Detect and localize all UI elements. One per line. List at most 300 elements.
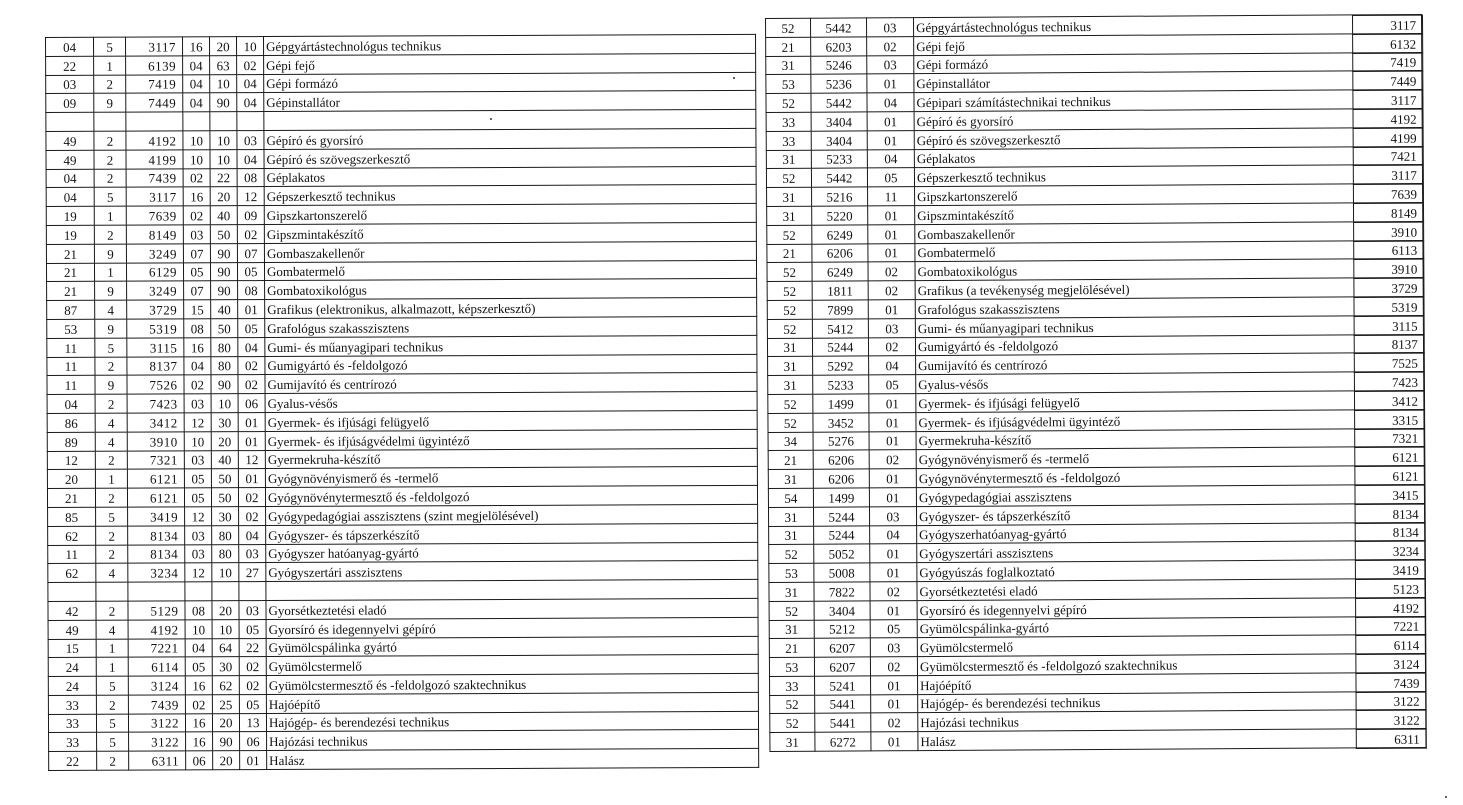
- occupation-name-cell: Gyorsétkeztetési eladó: [266, 598, 758, 619]
- sequence-code-cell: 01: [868, 243, 915, 262]
- sequence-code-cell: 01: [869, 469, 916, 488]
- occupation-name-cell: Gyógyszertári asszisztens: [917, 541, 1425, 563]
- sequence-code-cell: 02: [868, 281, 915, 300]
- occupation-name-cell: Gyalus-vésős: [265, 392, 757, 413]
- occupation-name-cell: Hajóépítő: [266, 692, 758, 713]
- okj-part1-cell: 08: [184, 319, 211, 338]
- feor-code-cell: 3729: [127, 300, 184, 319]
- sequence-code-cell: 01: [871, 694, 918, 713]
- left-code-table: [45, 34, 759, 771]
- okj-part3-cell: 04: [237, 149, 264, 168]
- scan-speck: [490, 118, 492, 120]
- occupation-name-cell: Gépipari számítástechnikai technikus: [914, 90, 1422, 112]
- table-row: [1354, 278, 1424, 297]
- okj-part1-cell: 05: [184, 488, 211, 507]
- feor-code-cell: 7439: [126, 168, 183, 187]
- feor-code-cell: 6121: [1355, 466, 1425, 485]
- okj-part3-cell: [239, 582, 266, 601]
- okj-part1-cell: 03: [184, 450, 211, 469]
- sequence-code-cell: 02: [871, 713, 918, 732]
- occupation-name-cell: Gumijavító és centrírozó: [916, 353, 1424, 375]
- okj-part2-cell: 90: [210, 93, 237, 112]
- sequence-code-cell: 04: [868, 356, 915, 375]
- feor-code-cell: 7421: [1353, 147, 1423, 166]
- level-code-cell: 34: [768, 432, 813, 451]
- okj-part3-cell: [237, 112, 264, 131]
- okj-part2-cell: 20: [210, 187, 237, 206]
- okj-part1-cell: 15: [184, 300, 211, 319]
- okj-part3-cell: 02: [238, 488, 265, 507]
- level-code-cell: 31: [766, 150, 811, 169]
- feor-code-cell: 3729: [1354, 278, 1424, 297]
- feor-code-cell: 3412: [127, 413, 184, 432]
- level-code-cell: 52: [766, 18, 811, 37]
- level-code-cell: 31: [767, 187, 812, 206]
- table-row: [1354, 241, 1424, 260]
- feor-code-cell: 3117: [1353, 90, 1423, 109]
- okj-part1-cell: 16: [183, 37, 210, 56]
- okj-part2-cell: 20: [210, 37, 237, 56]
- level-code-cell: 1: [94, 263, 126, 282]
- level-code-cell: 5: [97, 733, 129, 752]
- level-code-cell: 33: [766, 131, 811, 150]
- feor-code-cell: 3910: [127, 432, 184, 451]
- okj-part2-cell: 80: [211, 356, 238, 375]
- table-row: [1356, 711, 1426, 730]
- group-code-cell: 49: [46, 131, 94, 150]
- level-code-cell: 21: [766, 37, 811, 56]
- table-row: [1355, 579, 1425, 598]
- okj-part1-cell: 12: [185, 563, 212, 582]
- occupation-name-cell: Gépgyártástechnológus technikus: [914, 14, 1422, 36]
- okj-part3-cell: 04: [239, 525, 266, 544]
- branch-code-cell: 5233: [811, 149, 867, 168]
- occupation-name-cell: Gyógyszertári asszisztens: [266, 561, 758, 582]
- feor-code-cell: 6139: [126, 56, 183, 75]
- sequence-code-cell: 01: [871, 732, 918, 751]
- occupation-name-cell: Gyermek- és ifjúsági felügyelő: [916, 390, 1424, 412]
- branch-code-cell: 5442: [811, 168, 867, 187]
- occupation-name-cell: Hajózási technikus: [267, 730, 759, 751]
- okj-part3-cell: 05: [239, 694, 266, 713]
- table-row: [1355, 429, 1425, 448]
- feor-code-cell: 8137: [1354, 335, 1424, 354]
- okj-part1-cell: 08: [185, 601, 212, 620]
- occupation-name-cell: Gépszerkesztő technikus: [914, 165, 1422, 187]
- okj-part2-cell: 30: [212, 507, 239, 526]
- okj-part3-cell: 02: [238, 356, 265, 375]
- okj-part1-cell: 16: [185, 713, 212, 732]
- group-code-cell: 11: [47, 376, 95, 395]
- level-code-cell: 2: [94, 150, 126, 169]
- occupation-name-cell: Gyorsíró és idegennyelvi gépíró: [917, 597, 1425, 619]
- feor-code-cell: 6311: [129, 751, 186, 770]
- branch-code-cell: 5246: [811, 55, 867, 74]
- occupation-name-cell: Grafológus szakasszisztens: [915, 296, 1423, 318]
- feor-code-cell: 4199: [126, 150, 183, 169]
- feor-code-cell: 6114: [128, 657, 185, 676]
- occupation-name-cell: Gipszmintakészítő: [915, 202, 1423, 224]
- branch-code-cell: 6206: [812, 243, 868, 262]
- feor-code-cell: 3415: [1355, 485, 1425, 504]
- okj-part2-cell: 20: [213, 751, 240, 770]
- group-code-cell: 62: [48, 526, 96, 545]
- group-code-cell: 33: [48, 695, 96, 714]
- okj-part1-cell: 02: [183, 168, 210, 187]
- feor-code-cell: 7449: [1353, 72, 1423, 91]
- feor-code-cell: 3234: [1355, 541, 1425, 560]
- okj-part3-cell: 01: [238, 431, 265, 450]
- occupation-name-cell: Géplakatos: [264, 166, 756, 187]
- table-row: [1354, 335, 1424, 354]
- okj-part1-cell: 04: [183, 93, 210, 112]
- okj-part1-cell: 07: [184, 281, 211, 300]
- occupation-name-cell: Gépíró és gyorsíró: [264, 128, 756, 149]
- branch-code-cell: 3404: [811, 131, 867, 150]
- sequence-code-cell: 03: [867, 55, 914, 74]
- occupation-name-cell: Gipszmintakészítő: [264, 222, 756, 243]
- occupation-name-cell: Gyümölcspálinka-gyártó: [917, 616, 1425, 638]
- level-code-cell: [96, 582, 128, 601]
- okj-part2-cell: 50: [211, 488, 238, 507]
- okj-part2-cell: 25: [212, 695, 239, 714]
- level-code-cell: 52: [768, 413, 813, 432]
- branch-code-cell: 5244: [813, 525, 869, 544]
- table-row: [1353, 90, 1423, 109]
- branch-code-cell: 5244: [813, 507, 869, 526]
- okj-part2-cell: 22: [210, 168, 237, 187]
- okj-part3-cell: 02: [239, 506, 266, 525]
- level-code-cell: 31: [770, 732, 815, 751]
- occupation-name-cell: Gumijavító és centrírozó: [265, 373, 757, 394]
- branch-code-cell: 5241: [814, 676, 870, 695]
- feor-code-cell: 3122: [128, 714, 185, 733]
- occupation-name-cell: Gyermekruha-készítő: [265, 448, 757, 469]
- group-code-cell: 11: [47, 338, 95, 357]
- okj-part1-cell: 03: [185, 525, 212, 544]
- occupation-name-cell: Gyalus-vésős: [916, 372, 1424, 394]
- okj-part3-cell: 13: [239, 713, 266, 732]
- group-code-cell: 87: [47, 300, 95, 319]
- level-code-cell: 31: [767, 338, 812, 357]
- group-code-cell: 19: [46, 206, 94, 225]
- occupation-name-cell: Gyógypedagógiai asszisztens (szint megjelölésével): [266, 504, 758, 525]
- feor-code-cell: 4199: [1353, 128, 1423, 147]
- okj-part3-cell: 04: [237, 93, 264, 112]
- level-code-cell: 4: [95, 432, 127, 451]
- okj-part3-cell: 27: [239, 563, 266, 582]
- feor-code-cell: 3412: [1354, 391, 1424, 410]
- okj-part1-cell: [183, 112, 210, 131]
- level-code-cell: 2: [94, 169, 126, 188]
- table-row: [1353, 147, 1423, 166]
- okj-part2-cell: 50: [211, 469, 238, 488]
- feor-code-cell: 3249: [126, 244, 183, 263]
- branch-code-cell: 5441: [815, 713, 871, 732]
- level-code-cell: 52: [767, 225, 812, 244]
- sequence-code-cell: 03: [866, 18, 913, 37]
- level-code-cell: 52: [767, 300, 812, 319]
- okj-part3-cell: 10: [237, 37, 264, 56]
- occupation-name-cell: Gépi fejő: [264, 53, 756, 74]
- occupation-name-cell: Gyógynövényismerő és -termelő: [916, 447, 1424, 469]
- table-row: [1355, 504, 1425, 523]
- level-code-cell: 2: [95, 451, 127, 470]
- sequence-code-cell: 02: [870, 581, 917, 600]
- level-code-cell: 2: [94, 75, 126, 94]
- okj-part2-cell: 64: [212, 638, 239, 657]
- level-code-cell: 1: [94, 56, 126, 75]
- level-code-cell: 21: [767, 244, 812, 263]
- group-code-cell: 21: [47, 488, 95, 507]
- feor-code-cell: 8134: [1355, 523, 1425, 542]
- sequence-code-cell: 05: [867, 168, 914, 187]
- scan-speck: [733, 77, 735, 79]
- okj-part3-cell: 03: [237, 131, 264, 150]
- feor-code-cell: 8149: [1353, 203, 1423, 222]
- okj-part2-cell: 63: [210, 55, 237, 74]
- okj-part1-cell: 04: [184, 356, 211, 375]
- okj-part2-cell: 80: [211, 337, 238, 356]
- table-row: [1354, 222, 1424, 241]
- occupation-name-cell: Gépgyártástechnológus technikus: [264, 34, 756, 55]
- okj-part2-cell: 40: [210, 206, 237, 225]
- sequence-code-cell: 02: [870, 657, 917, 676]
- feor-code-cell: 7423: [1354, 372, 1424, 391]
- table-row: [1355, 485, 1425, 504]
- okj-part1-cell: 04: [183, 56, 210, 75]
- branch-code-cell: 5008: [814, 563, 870, 582]
- level-code-cell: 52: [767, 263, 812, 282]
- branch-code-cell: 5220: [811, 206, 867, 225]
- occupation-name-cell: Hajózási technikus: [918, 710, 1426, 732]
- okj-part2-cell: 90: [211, 375, 238, 394]
- occupation-name-cell: Gépi formázó: [914, 52, 1422, 74]
- level-code-cell: 4: [96, 563, 128, 582]
- occupation-name-cell: Hajógép- és berendezési technikus: [266, 711, 758, 732]
- branch-code-cell: 6203: [810, 37, 866, 56]
- table-row: [1356, 729, 1426, 748]
- level-code-cell: 52: [767, 281, 812, 300]
- branch-code-cell: 3404: [811, 112, 867, 131]
- group-code-cell: 42: [48, 601, 96, 620]
- occupation-name-cell: Hajógép- és berendezési technikus: [918, 691, 1426, 713]
- okj-part1-cell: 10: [185, 619, 212, 638]
- feor-code-cell: 7419: [1353, 53, 1423, 72]
- okj-part1-cell: 03: [185, 544, 212, 563]
- occupation-name-cell: Gépinstallátor: [264, 91, 756, 112]
- okj-part1-cell: 16: [186, 732, 213, 751]
- group-code-cell: 15: [48, 639, 96, 658]
- table-row: [1354, 372, 1424, 391]
- feor-code-cell: 3315: [1355, 410, 1425, 429]
- level-code-cell: 33: [766, 112, 811, 131]
- sequence-code-cell: 01: [870, 544, 917, 563]
- sequence-code-cell: 03: [868, 318, 915, 337]
- okj-part1-cell: 10: [184, 432, 211, 451]
- table-row: [1355, 541, 1425, 560]
- occupation-name-cell: Gyógyszer- és tápszerkészítő: [916, 503, 1424, 525]
- okj-part1-cell: 16: [185, 676, 212, 695]
- feor-code-cell: [126, 112, 183, 131]
- level-code-cell: 5: [94, 37, 126, 56]
- feor-code-cell: 8134: [128, 544, 185, 563]
- feor-code-cell: 4192: [1356, 598, 1426, 617]
- group-code-cell: 11: [48, 545, 96, 564]
- level-code-cell: 2: [97, 751, 129, 770]
- branch-code-cell: 5276: [813, 431, 869, 450]
- feor-code-cell: 7526: [127, 375, 184, 394]
- okj-part1-cell: 04: [185, 638, 212, 657]
- branch-code-cell: 7822: [814, 582, 870, 601]
- level-code-cell: 31: [769, 526, 814, 545]
- okj-part3-cell: 07: [237, 243, 264, 262]
- branch-code-cell: 1499: [813, 394, 869, 413]
- okj-part2-cell: 90: [210, 243, 237, 262]
- occupation-name-cell: Gyermek- és ifjúságvédelmi ügyintéző: [916, 409, 1424, 431]
- table-row: [1355, 560, 1425, 579]
- okj-part3-cell: 22: [239, 638, 266, 657]
- okj-part2-cell: 90: [213, 732, 240, 751]
- okj-part2-cell: 30: [211, 413, 238, 432]
- feor-code-cell: 4192: [1353, 109, 1423, 128]
- branch-code-cell: 6207: [814, 638, 870, 657]
- feor-code-cell: 3419: [128, 507, 185, 526]
- okj-part2-cell: 80: [212, 544, 239, 563]
- occupation-name-cell: Gipszkartonszerelő: [264, 204, 756, 225]
- group-code-cell: 22: [49, 752, 97, 771]
- occupation-name-cell: Gyógyszerhatóanyag-gyártó: [917, 522, 1425, 544]
- level-code-cell: 31: [768, 375, 813, 394]
- level-code-cell: 9: [95, 375, 127, 394]
- feor-code-cell: 6121: [127, 488, 184, 507]
- occupation-name-cell: Gyermek- és ifjúsági felügyelő: [265, 410, 757, 431]
- branch-code-cell: 6249: [812, 262, 868, 281]
- table-row: [49, 749, 759, 771]
- feor-code-cell: 3122: [1356, 692, 1426, 711]
- level-code-cell: 2: [95, 357, 127, 376]
- feor-code-cell: 3115: [127, 338, 184, 357]
- okj-part3-cell: 12: [238, 450, 265, 469]
- branch-code-cell: 6249: [812, 225, 868, 244]
- branch-code-cell: 3404: [814, 601, 870, 620]
- level-code-cell: 33: [770, 676, 815, 695]
- group-code-cell: 19: [46, 225, 94, 244]
- occupation-name-cell: Gombatermelő: [264, 260, 756, 281]
- occupation-name-cell: Gyermekruha-készítő: [916, 428, 1424, 450]
- feor-code-cell: 7423: [127, 394, 184, 413]
- okj-part2-cell: 90: [211, 281, 238, 300]
- occupation-name-cell: Grafikus (a tevékenység megjelölésével): [915, 278, 1423, 300]
- feor-code-cell: 3122: [1356, 711, 1426, 730]
- occupation-name-cell: Gombaszakellenőr: [915, 221, 1423, 243]
- sequence-code-cell: 01: [867, 130, 914, 149]
- group-code-cell: 21: [46, 244, 94, 263]
- occupation-name-cell: Gyógyszer- és tápszerkészítő: [266, 523, 758, 544]
- group-code-cell: 22: [46, 56, 94, 75]
- table-row: [1356, 598, 1426, 617]
- occupation-name-cell: Gépi fejő: [914, 33, 1422, 55]
- okj-part2-cell: 40: [211, 300, 238, 319]
- level-code-cell: 2: [96, 601, 128, 620]
- branch-code-cell: 5292: [812, 356, 868, 375]
- feor-code-cell: 3419: [1355, 560, 1425, 579]
- level-code-cell: 52: [767, 319, 812, 338]
- group-code-cell: [46, 112, 94, 131]
- level-code-cell: 31: [769, 582, 814, 601]
- feor-code-cell: 7221: [1356, 617, 1426, 636]
- occupation-name-cell: Gyermek- és ifjúságvédelmi ügyintéző: [265, 429, 757, 450]
- level-code-cell: 31: [768, 357, 813, 376]
- branch-code-cell: 1811: [812, 281, 868, 300]
- level-code-cell: [94, 112, 126, 131]
- feor-code-cell: 5123: [1355, 579, 1425, 598]
- occupation-name-cell: Gépi formázó: [264, 72, 756, 93]
- feor-code-cell: 3910: [1354, 259, 1424, 278]
- branch-code-cell: 5442: [811, 93, 867, 112]
- table-row: [1353, 184, 1423, 203]
- branch-code-cell: 5052: [814, 544, 870, 563]
- level-code-cell: 9: [95, 282, 127, 301]
- okj-part3-cell: 04: [237, 74, 264, 93]
- branch-code-cell: 5233: [813, 375, 869, 394]
- rightmost-code-column: [1352, 15, 1427, 749]
- feor-code-cell: 6121: [1355, 447, 1425, 466]
- table-row: [1356, 635, 1426, 654]
- occupation-name-cell: Gyógynövényismerő és -termelő: [265, 467, 757, 488]
- feor-code-cell: 3124: [1356, 654, 1426, 673]
- level-code-cell: 2: [96, 695, 128, 714]
- okj-part3-cell: 02: [239, 657, 266, 676]
- occupation-name-cell: Gombatoxikológus: [915, 259, 1423, 281]
- occupation-name-cell: Gyógyúszás foglalkoztató: [917, 560, 1425, 582]
- level-code-cell: 2: [95, 488, 127, 507]
- table-row: [1353, 203, 1423, 222]
- table-row: [1353, 15, 1423, 34]
- sequence-code-cell: 03: [869, 506, 916, 525]
- feor-code-cell: 6311: [1356, 729, 1426, 748]
- sequence-code-cell: 02: [868, 262, 915, 281]
- table-row: [1354, 259, 1424, 278]
- feor-code-cell: 4192: [126, 131, 183, 150]
- group-code-cell: 24: [48, 658, 96, 677]
- feor-code-cell: 3234: [128, 563, 185, 582]
- occupation-name-cell: [264, 110, 756, 131]
- feor-code-cell: 6132: [1353, 34, 1423, 53]
- level-code-cell: 31: [769, 620, 814, 639]
- table-row: [1353, 109, 1423, 128]
- okj-part1-cell: 16: [184, 338, 211, 357]
- level-code-cell: 21: [768, 451, 813, 470]
- table-row: [1354, 297, 1424, 316]
- okj-part3-cell: 01: [238, 412, 265, 431]
- group-code-cell: 04: [46, 188, 94, 207]
- feor-code-cell: 7439: [1356, 673, 1426, 692]
- level-code-cell: 52: [768, 394, 813, 413]
- table-row: [1354, 353, 1424, 372]
- okj-part2-cell: 10: [210, 74, 237, 93]
- group-code-cell: 62: [48, 564, 96, 583]
- okj-part3-cell: 09: [237, 206, 264, 225]
- scan-speck: [1445, 796, 1447, 798]
- sequence-code-cell: 04: [870, 525, 917, 544]
- sequence-code-cell: 01: [868, 224, 915, 243]
- okj-part2-cell: 40: [211, 450, 238, 469]
- okj-part3-cell: 01: [238, 469, 265, 488]
- right-code-table: [765, 14, 1426, 752]
- group-code-cell: 86: [47, 413, 95, 432]
- okj-part2-cell: 30: [212, 657, 239, 676]
